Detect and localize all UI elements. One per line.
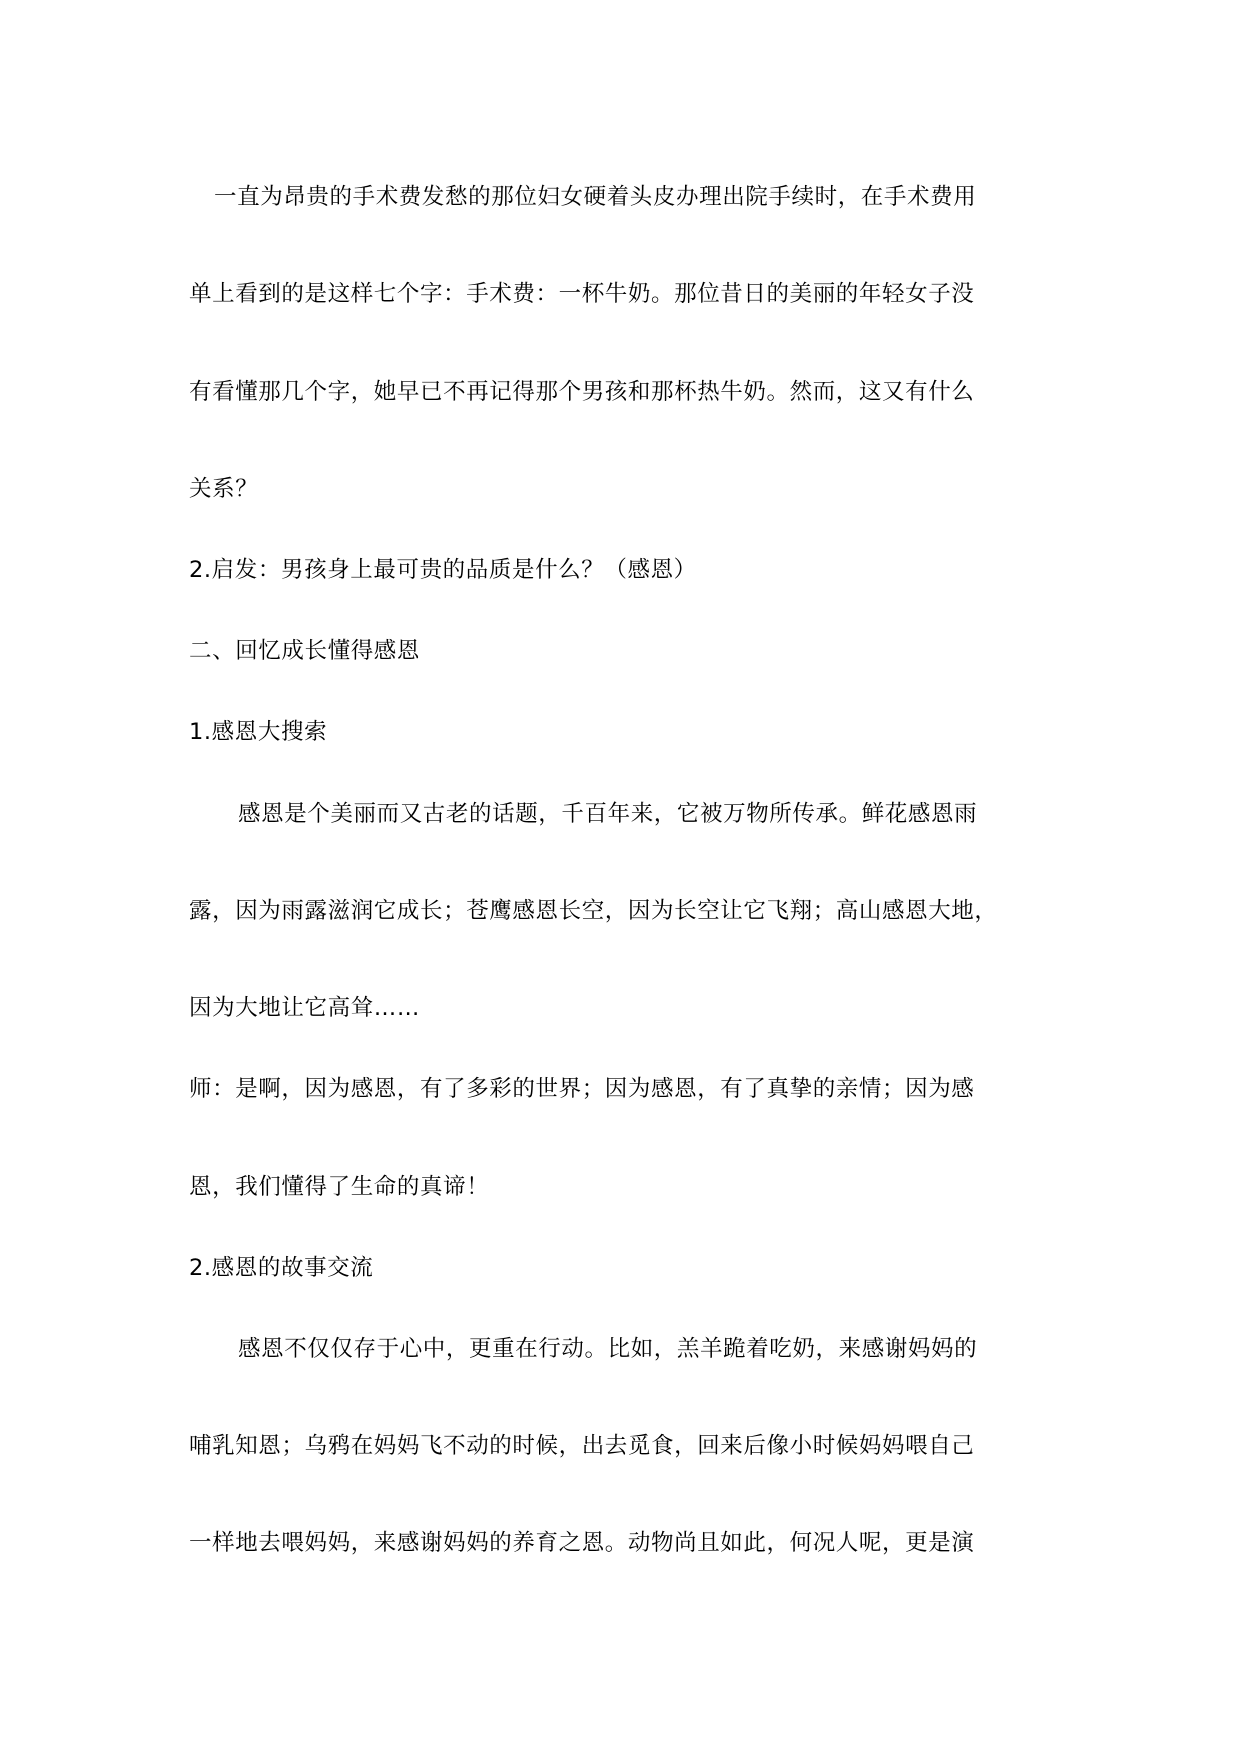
teacher-line: 师：是啊，因为感恩，有了多彩的世界；因为感恩，有了真挚的亲情；因为感	[189, 1076, 975, 1102]
paragraph-line: 哺乳知恩；乌鸦在妈妈飞不动的时候，出去觅食，回来后像小时候妈妈喂自己	[189, 1433, 975, 1459]
paragraph-line: 感恩不仅仅存于心中，更重在行动。比如，羔羊跪着吃奶，来感谢妈妈的	[238, 1336, 978, 1362]
paragraph-line: 单上看到的是这样七个字：手术费：一杯牛奶。那位昔日的美丽的年轻女子没	[189, 281, 975, 307]
teacher-line: 恩，我们懂得了生命的真谛！	[189, 1174, 490, 1200]
paragraph-line: 一直为昂贵的手术费发愁的那位妇女硬着头皮办理出院手续时，在手术费用	[214, 184, 977, 210]
paragraph-line: 一样地去喂妈妈，来感谢妈妈的养育之恩。动物尚且如此，何况人呢，更是演	[189, 1530, 975, 1556]
list-item-inspiration: 2.启发：男孩身上最可贵的品质是什么？（感恩）	[189, 557, 697, 583]
paragraph-line: 露，因为雨露滋润它成长；苍鹰感恩长空，因为长空让它飞翔；高山感恩大地，	[189, 898, 998, 924]
paragraph-line: 感恩是个美丽而又古老的话题，千百年来，它被万物所传承。鲜花感恩雨	[238, 801, 978, 827]
paragraph-line: 关系？	[189, 476, 259, 502]
subsection-heading: 1.感恩大搜索	[189, 719, 328, 745]
subsection-heading: 2.感恩的故事交流	[189, 1255, 374, 1281]
paragraph-line: 有看懂那几个字，她早已不再记得那个男孩和那杯热牛奶。然而，这又有什么	[189, 379, 975, 405]
section-heading: 二、回忆成长懂得感恩	[189, 638, 421, 664]
paragraph-line: 因为大地让它高耸……	[189, 995, 421, 1021]
